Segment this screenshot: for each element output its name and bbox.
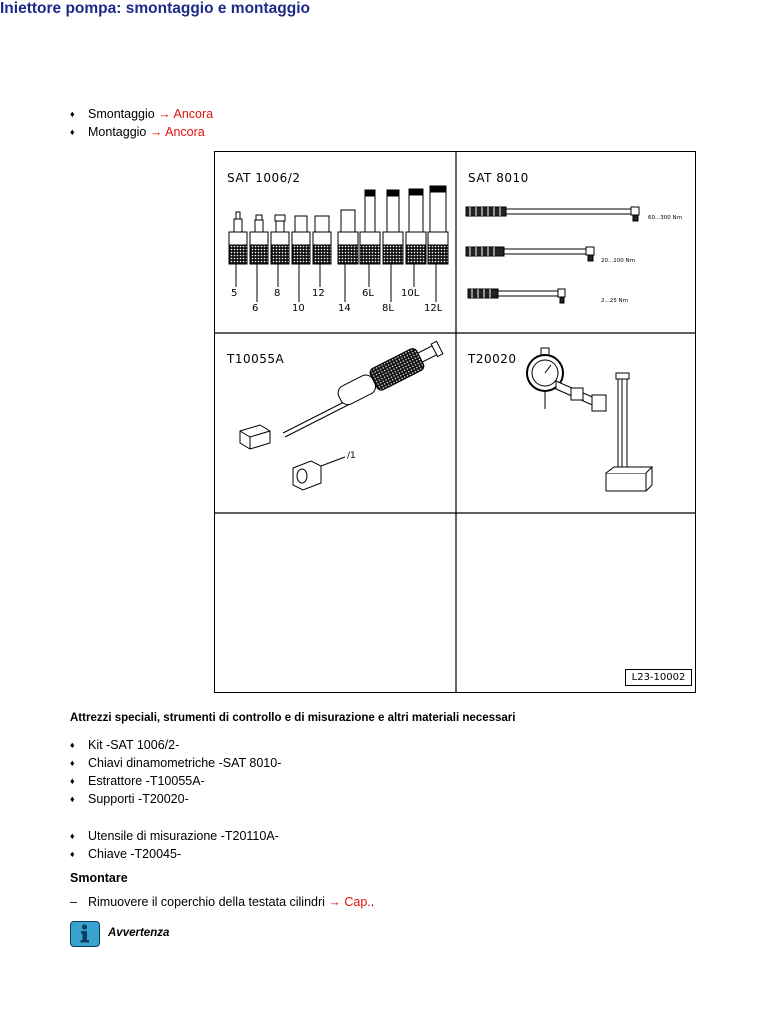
size-label: 6 xyxy=(252,303,259,314)
panel-sat-1006 xyxy=(215,152,456,333)
panel-t10055a xyxy=(215,333,456,513)
size-label: 10L xyxy=(401,288,420,299)
bullet-icon: ♦ xyxy=(70,127,75,137)
list-item-label: Montaggio xyxy=(88,125,147,139)
tool-item: Chiave -T20045- xyxy=(88,847,182,861)
size-label: 6L xyxy=(362,288,374,299)
panel-label: SAT 8010 xyxy=(468,171,529,185)
range-label: 60...300 Nm xyxy=(648,215,682,221)
note-heading: Avvertenza xyxy=(108,927,170,939)
ancora-link[interactable]: → Ancora xyxy=(158,107,214,121)
dial-gauge-stand-drawing xyxy=(456,333,695,513)
list-item xyxy=(70,107,213,121)
step-dash: – xyxy=(70,895,77,909)
bullet-icon: ♦ xyxy=(70,758,75,768)
page-title: Iniettore pompa: smontaggio e montaggio xyxy=(0,0,310,17)
cap-link[interactable]: → Cap. xyxy=(328,895,371,909)
size-label: 12L xyxy=(424,303,443,314)
size-label: 5 xyxy=(231,288,238,299)
bullet-icon: ♦ xyxy=(70,849,75,859)
info-icon xyxy=(70,921,100,947)
list-item xyxy=(70,847,181,861)
tool-item: Utensile di misurazione -T20110A- xyxy=(88,829,279,843)
range-label: 20...100 Nm xyxy=(601,258,635,264)
tool-item: Chiavi dinamometriche -SAT 8010- xyxy=(88,756,282,770)
figure-reference: L23-10002 xyxy=(625,669,692,686)
list-item xyxy=(70,792,189,806)
list-item-label: Smontaggio xyxy=(88,107,155,121)
tool-item: Kit -SAT 1006/2- xyxy=(88,738,180,752)
list-item xyxy=(70,756,281,770)
tool-item: Supporti -T20020- xyxy=(88,792,189,806)
bullet-icon: ♦ xyxy=(70,776,75,786)
bullet-icon: ♦ xyxy=(70,831,75,841)
list-item xyxy=(70,829,279,843)
remove-heading: Smontare xyxy=(70,871,128,885)
size-label: 14 xyxy=(338,303,351,314)
ancora-link[interactable]: → Ancora xyxy=(149,125,205,139)
step-text: Rimuovere il coperchio della testata cilindri xyxy=(88,895,325,909)
step-suffix: . xyxy=(370,895,375,909)
tools-figure xyxy=(214,151,696,693)
panel-label: T10055A xyxy=(227,352,285,366)
size-label: 8 xyxy=(274,288,281,299)
bullet-icon: ♦ xyxy=(70,794,75,804)
torque-wrench-drawing xyxy=(456,152,695,333)
bullet-icon: ♦ xyxy=(70,109,75,119)
bullet-icon: ♦ xyxy=(70,740,75,750)
step-item xyxy=(70,895,374,909)
tool-item: Estrattore -T10055A- xyxy=(88,774,205,788)
extractor-drawing xyxy=(215,333,456,513)
size-label: 12 xyxy=(312,288,325,299)
panel-label: SAT 1006/2 xyxy=(227,171,301,185)
size-label: 8L xyxy=(382,303,394,314)
list-item xyxy=(70,738,179,752)
section-heading: Attrezzi speciali, strumenti di controllo e di misurazione e altri materiali necessari xyxy=(70,712,516,724)
list-item xyxy=(70,125,205,139)
range-label: 2...25 Nm xyxy=(601,298,628,304)
part-callout: /1 xyxy=(347,451,356,461)
info-glyph-icon xyxy=(71,922,98,945)
list-item xyxy=(70,774,205,788)
panel-sat-8010 xyxy=(456,152,695,333)
panel-t20020 xyxy=(456,333,695,513)
size-label: 10 xyxy=(292,303,305,314)
panel-label: T20020 xyxy=(468,352,517,366)
